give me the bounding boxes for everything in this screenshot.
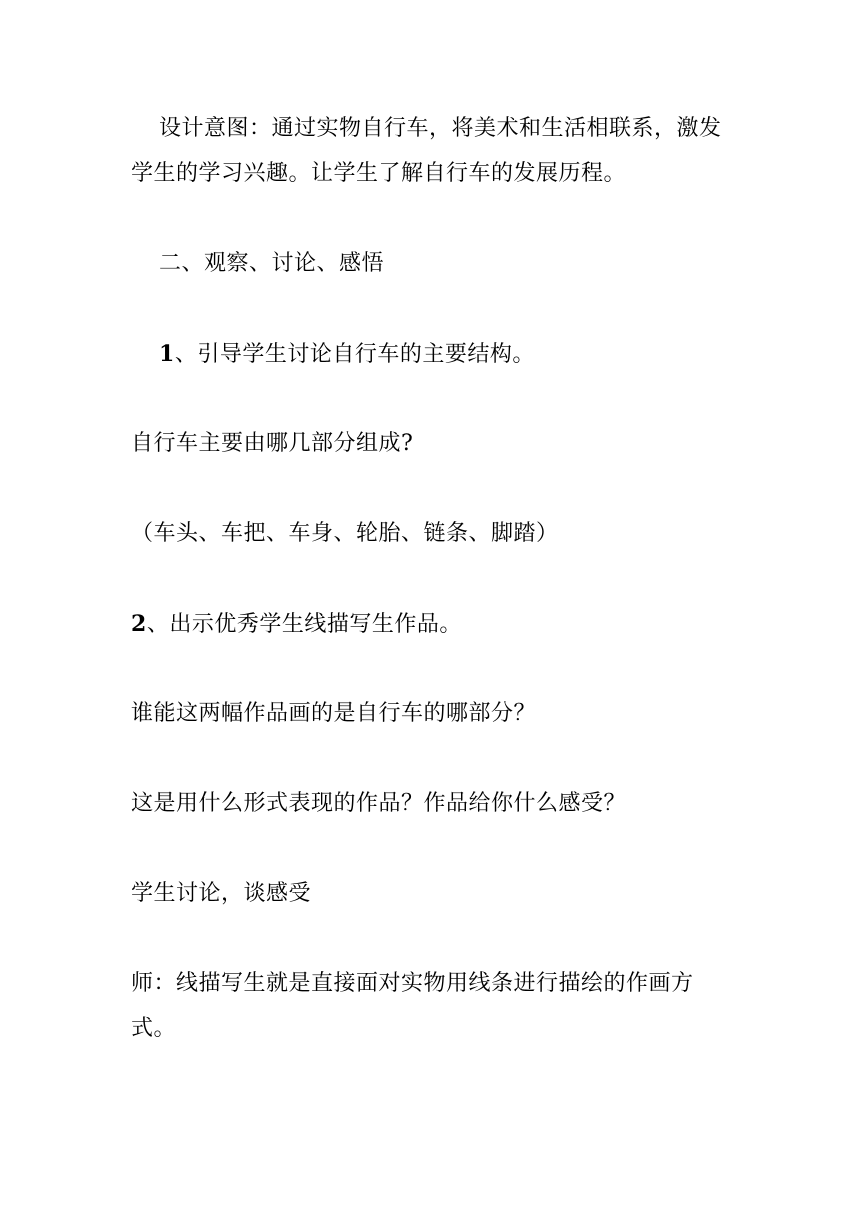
step-2-number: 2 (131, 611, 147, 637)
step-1-text: 、引导学生讨论自行车的主要结构。 (174, 342, 535, 367)
teacher-line-2: 式。 (131, 1016, 177, 1041)
question-which-part: 谁能这两幅作品画的是自行车的哪部分？ (131, 701, 537, 726)
design-intent-line-1: 设计意图：通过实物自行车，将美术和生活相联系，激发 (159, 116, 722, 141)
question-structure: 自行车主要由哪几部分组成? (131, 431, 414, 456)
step-1 (159, 332, 769, 377)
step-2-text: 、出示优秀学生线描写生作品。 (146, 612, 462, 637)
teacher-line-1: 师：线描写生就是直接面对实物用线条进行描绘的作画方 (131, 971, 694, 996)
student-discussion: 学生讨论，谈感受 (131, 881, 312, 906)
question-form: 这是用什么形式表现的作品？作品给你什么感受？ (131, 791, 627, 816)
answer-structure: （车头、车把、车身、轮胎、链条、脚踏） (131, 521, 559, 546)
step-2 (131, 602, 741, 647)
section-two-heading: 二、观察、讨论、感悟 (159, 251, 385, 276)
design-intent-line-2: 学生的学习兴趣。让学生了解自行车的发展历程。 (131, 161, 627, 186)
step-1-number: 1 (159, 341, 175, 367)
